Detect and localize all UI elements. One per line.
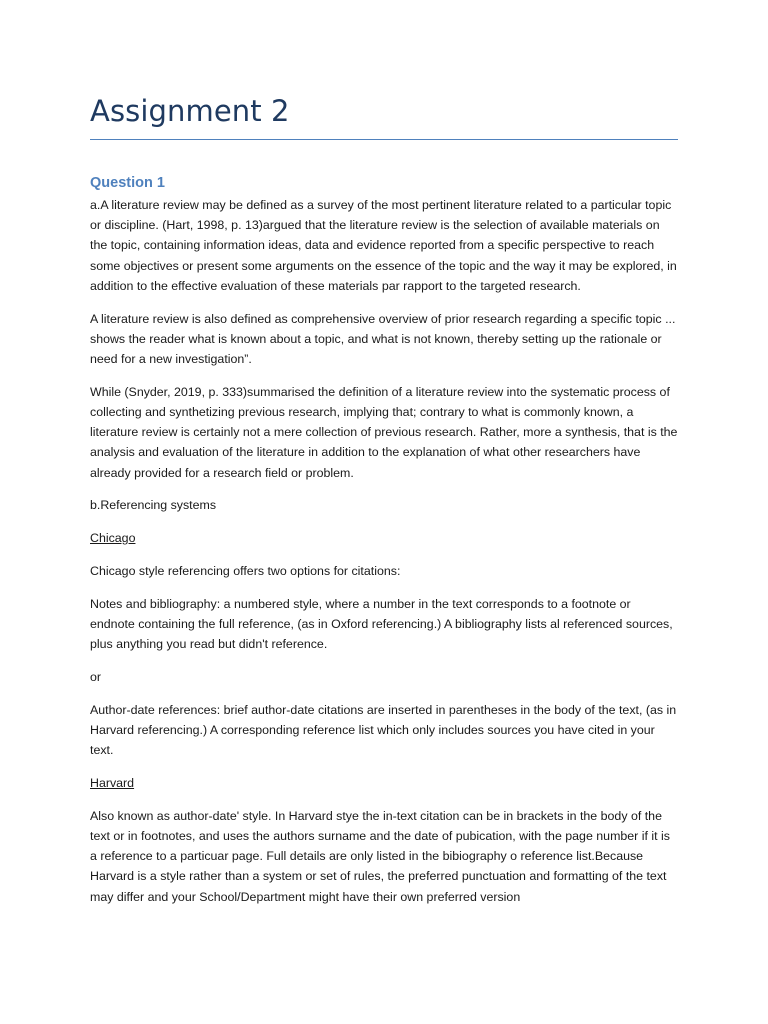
- paragraph-definition-hart: a.A literature review may be defined as a survey of the most pertinent literature related to a particular topic or discipline. (Hart, 1998, p. 13)argued that the literature review is the selection of available materials on the topic, containing information ideas, data and evidence reported from a specific perspective to reach some objectives or present some arguments on the essence of the topic and the way it may be explored, in addition to the effective evaluation of these materials par rapport to the targeted research.: [90, 198, 677, 293]
- title-underline-rule: [90, 139, 678, 140]
- document-title: Assignment 2: [90, 94, 290, 128]
- question-heading: Question 1: [90, 175, 165, 191]
- paragraph-snyder-definition: While (Snyder, 2019, p. 333)summarised the definition of a literature review into the systematic process of collecting and synthetizing previous research, implying that; contrary to what is commonly known, a literature review is certainly not a mere collection of previous research. Rather, more a synthesis, that is the analysis and evaluation of the literature in addition to the explanation of what other researchers have already provided for a research field or problem.: [90, 384, 678, 480]
- paragraph-or: or: [90, 670, 102, 685]
- paragraph-author-date: Author-date references: brief author-date citations are inserted in parentheses in the body of the text, (as in Harvard referencing.) A corresponding reference list which only includes sources you have cited in your text.: [90, 702, 677, 758]
- document-body: [90, 172, 678, 919]
- paragraph-referencing-systems: b.Referencing systems: [90, 498, 217, 513]
- subheading-chicago: Chicago: [90, 531, 136, 546]
- paragraph-comprehensive-overview: A literature review is also defined as comprehensive overview of prior research regarding a specific topic ... shows the reader what is known about a topic, and what is not known, thereby setting up the rationale or need for a new investigation”.: [90, 311, 676, 367]
- subheading-harvard: Harvard: [90, 776, 135, 791]
- paragraph-notes-bibliography: Notes and bibliography: a numbered style, where a number in the text corresponds to a footnote or endnote containing the full reference, (as in Oxford referencing.) A bibliography lists al referenced sources, plus anything you read but didn't reference.: [90, 596, 673, 652]
- paragraph-chicago-options: Chicago style referencing offers two options for citations:: [90, 564, 401, 579]
- paragraph-harvard-description: Also known as author-date' style. In Harvard stye the in-text citation can be in brackets in the body of the text or in footnotes, and uses the authors surname and the date of pubication, with the page number if it is a reference to a particuar page. Full details are only listed in the bibiography o reference list.Because Harvard is a style rather than a system or set of rules, the preferred punctuation and formatting of the text may differ and your School/Department might have their own preferred version: [90, 808, 670, 904]
